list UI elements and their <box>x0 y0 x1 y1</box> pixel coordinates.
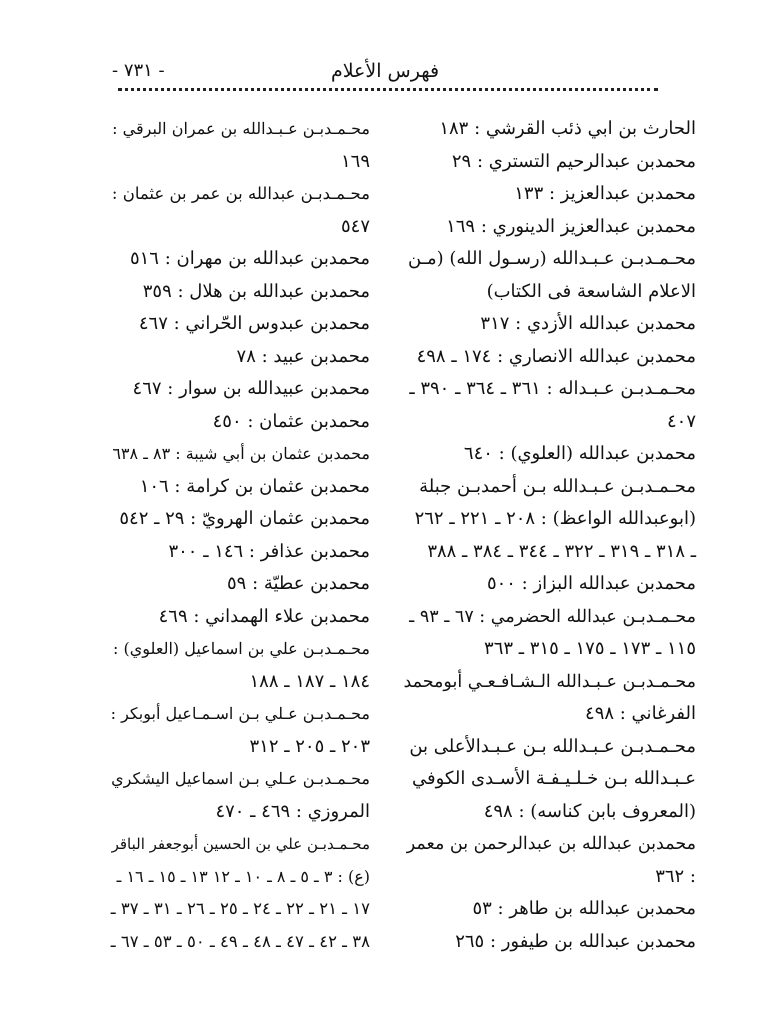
index-line: ٣٨ ـ ٤٢ ـ ٤٧ ـ ٤٨ ـ ٤٩ ـ ٥٠ ـ ٥٣ ـ ٦٧ ـ <box>110 931 370 951</box>
index-line: محـمـدبـن عـبـدالله بـن أحمدبـن جبلة <box>419 475 696 497</box>
index-line: محـمـدبـن عـبـدالله (رسـول الله) (مـن <box>408 248 696 269</box>
index-line: محمدبن عبدالله (العلوي) : ٦٤٠ <box>463 443 696 464</box>
index-line: محمدبن عثمان الهرويّ : ٢٩ ـ ٥٤٢ <box>119 508 370 529</box>
index-line: محمدبن عبدالله البزاز : ٥٠٠ <box>486 573 696 594</box>
index-line: الفرغاني : ٤٩٨ <box>585 703 696 724</box>
index-line: محـمـدبـن عـبـدالله بن عمران البرقي : <box>112 119 370 138</box>
index-line: محمدبن عبدوس الحّراني : ٤٦٧ <box>138 313 370 334</box>
index-line: محـمـدبـن عبدالله الحضرمي : ٦٧ ـ ٩٣ ـ <box>409 606 696 627</box>
index-line: ١٨٤ ـ ١٨٧ ـ ١٨٨ <box>249 670 370 692</box>
index-line: محمدبن عبدالله بن طاهر : ٥٣ <box>472 898 696 919</box>
index-column-right <box>402 113 696 958</box>
index-line: محمدبن عثمان بن أبي شيبة : ٨٣ ـ ٦٣٨ <box>112 444 370 463</box>
index-line: (ع) : ٣ ـ ٥ ـ ٨ ـ ١٠ ـ ١٢ ١٣ ـ ١٥ ـ ١٦ ـ <box>116 866 370 886</box>
index-line: محمدبن عطيّة : ٥٩ <box>227 573 370 594</box>
index-line: ـ ٣١٨ ـ ٣١٩ ـ ٣٢٢ ـ ٣٤٤ ـ ٣٨٤ ـ ٣٨٨ <box>427 540 696 562</box>
index-line: محـمـدبـن علي بن اسماعيل (العلوي) : <box>113 639 370 658</box>
index-line: المروزي : ٤٦٩ ـ ٤٧٠ <box>215 800 370 822</box>
index-line: محمدبن عبدالله بن طيفور : ٢٦٥ <box>455 930 696 952</box>
index-line: محمدبن علاء الهمداني : ٤٦٩ <box>158 605 370 627</box>
index-line: ٢٠٣ ـ ٢٠٥ ـ ٣١٢ <box>249 735 370 757</box>
page-number: - ٧٣١ - <box>112 60 165 81</box>
page-header <box>110 56 660 86</box>
index-column-left <box>110 113 370 958</box>
page-title: فهرس الأعلام <box>330 60 440 82</box>
index-line: ١٦٩ <box>340 150 370 172</box>
index-line: محمدبن عبدالله بن هلال : ٣٥٩ <box>142 280 370 302</box>
index-line: محـمـدبـن عـبـداله : ٣٦١ ـ ٣٦٤ ـ ٣٩٠ ـ <box>409 378 696 399</box>
index-line: (المعروف بابن كناسه) : ٤٩٨ <box>483 800 696 822</box>
index-line: محـمـدبـن علي بن الحسين أبوجعفر الباقر <box>111 835 370 853</box>
index-line: محمدبن عبدالله بن عبدالرحمن بن معمر <box>406 834 696 854</box>
index-line: محمدبن عبدالعزيز : ١٣٣ <box>514 183 696 204</box>
index-line: محـمـدبـن عبدالله بن عمر بن عثمان : <box>111 184 370 203</box>
index-line: محمدبن عبدالله الأزدي : ٣١٧ <box>480 313 696 334</box>
index-line: الحارث بن ابي ذئب القرشي : ١٨٣ <box>439 118 696 139</box>
index-line: ٤٠٧ <box>666 410 696 432</box>
index-line: ١١٥ ـ ١٧٣ ـ ١٧٥ ـ ٣١٥ ـ ٣٦٣ <box>484 638 696 659</box>
header-divider <box>118 88 658 91</box>
index-line: ١٧ ـ ٢١ ـ ٢٢ ـ ٢٤ ـ ٢٥ ـ ٢٦ ـ ٣١ ـ ٣٧ ـ <box>110 899 370 918</box>
index-line: محمدبن عبدالعزيز الدينوري : ١٦٩ <box>446 215 696 237</box>
index-line: محمدبن عبدالرحيم التستري : ٢٩ <box>451 150 696 172</box>
index-line: (ابوعبدالله الواعظ) : ٢٠٨ ـ ٢٢١ ـ ٢٦٢ <box>414 508 696 529</box>
index-line: محمدبن عبيدالله بن سوار : ٤٦٧ <box>132 378 370 399</box>
index-line: محمدبن عبيد : ٧٨ <box>236 345 370 367</box>
index-line: محـمـدبـن عـبـدالله الـشـافـعـي أبومحمد <box>403 671 696 692</box>
index-line: : ٣٦٢ <box>655 865 696 887</box>
index-line: الاعلام الشاسعة فى الكتاب) <box>486 280 696 302</box>
index-line: ٥٤٧ <box>340 215 370 237</box>
index-line: محمدبن عبدالله الانصاري : ١٧٤ ـ ٤٩٨ <box>416 345 696 367</box>
index-line: محمدبن عذافر : ١٤٦ ـ ٣٠٠ <box>168 540 370 562</box>
index-line: محـمـدبـن عـلي بـن اسماعيل اليشكري <box>111 769 370 788</box>
index-line: محـمـدبـن عـلي بـن اسـمـاعيل أبوبكر : <box>110 704 370 723</box>
index-line: محمدبن عثمان : ٤٥٠ <box>212 410 370 432</box>
index-line: محمدبن عثمان بن كرامة : ١٠٦ <box>139 475 370 497</box>
index-line: محمدبن عبدالله بن مهران : ٥١٦ <box>129 248 370 269</box>
index-line: عـبـدالله بـن خـلـيـفـة الأسـدى الكوفي <box>412 768 696 789</box>
index-line: محـمـدبـن عـبـدالله بـن عـبـدالأعلى بن <box>409 735 696 757</box>
